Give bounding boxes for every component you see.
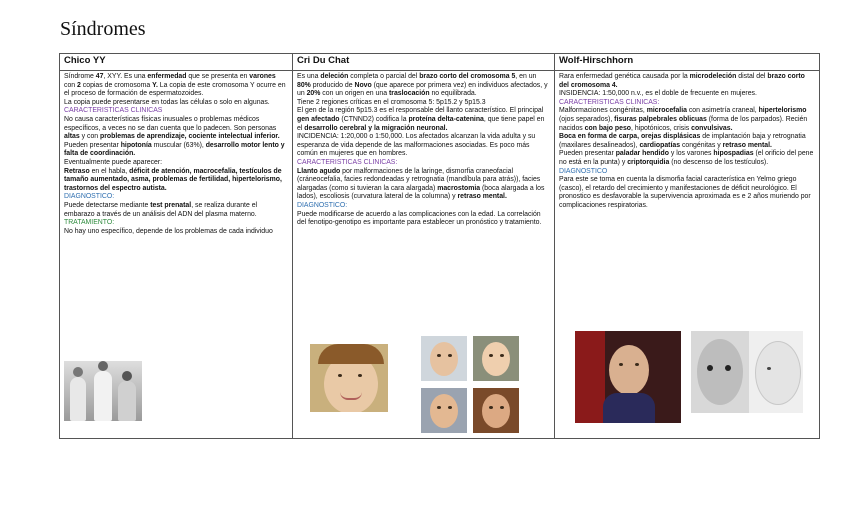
xyy-family-photo xyxy=(64,361,142,421)
paragraph: No hay uno específico, depende de los problemas de cada individuo xyxy=(64,227,273,235)
cell-chico-yy xyxy=(60,71,293,439)
paragraph: Síndrome 47, XYY. Es una enfermedad que se presenta en varones con 2 copias de cromosoma Y. La copia de este cromosoma Y ocurre en el proceso de formación de espermatozoides. xyxy=(64,73,286,98)
paragraph: Pueden presentar paladar hendido y los varones hipospadias (el orificio del pene no está en la punta) y criptorquidia (no descenso de los testículos). xyxy=(559,150,814,166)
paragraph: Para este se toma en cuenta la dismorfia facial característica en Yelmo griego (casco), el retardo del crecimiento y manifestaciones de déficit neurológico. El pronostico es desfavorable la supervivencia aproximada es e 2 años muriendo por complicaciones respiratorias. xyxy=(559,176,811,209)
paragraph: No causa características físicas inusuales o problemas médicos específicos, a veces no se dan cuenta que lo padecen. Son personas altas y con problemas de aprendizaje, cociente intelectual inferior. xyxy=(64,115,280,141)
paragraph: INSIDENCIA: 1:50,000 n.v., es el doble de frecuente en mujeres. xyxy=(559,90,757,98)
syndromes-table xyxy=(59,53,820,439)
paragraph: Tiene 2 regiones críticas en el cromosoma 5: 5p15.2 y 5p15.3 xyxy=(297,98,486,106)
header-wolf-hirschhorn: Wolf-Hirschhorn xyxy=(555,54,820,71)
section-heading: CARACTERISTICAS CLINICAS xyxy=(64,107,163,115)
paragraph: Puede modificarse de acuerdo a las complicaciones con la edad. La correlación del fenotipo-genotipo es importante para establecer un pronóstico y tratamiento. xyxy=(297,210,542,227)
paragraph: Retraso en el habla, déficit de atención, macrocefalia, testículos de tamaño aumentado, asma, problemas de fertilidad, hipertelorismo, trastornos del espectro autista. xyxy=(64,167,282,192)
section-heading: TRATAMIENTO: xyxy=(64,219,115,227)
cri-du-chat-child-photo xyxy=(310,344,388,412)
paragraph: Boca en forma de carpa, orejas displásicas de implantación baja y retrognatia (maxilares desalineados), cardiopatías congénitas y retraso mental. xyxy=(559,133,806,149)
cri-du-chat-photo-grid xyxy=(421,336,523,434)
paragraph: Rara enfermedad genética causada por la microdeleción distal del brazo corto del cromosoma 4. xyxy=(559,73,805,89)
paragraph: Puede detectarse mediante test prenatal, se realiza durante el embarazo a través de un análisis del ADN del plasma materno. xyxy=(64,201,258,218)
cell-wolf-hirschhorn xyxy=(555,71,820,439)
section-heading: DIAGNOSTICO: xyxy=(297,201,348,209)
paragraph: Malformaciones congénitas, microcefalia con asimetría craneal, hipertelorismo (ojos separados), fisuras palpebrales oblicuas (forma de los parpados). Recién nacidos con bajo peso, hipotónicos, crisis convulsivas. xyxy=(559,107,808,132)
page-title: Síndromes xyxy=(60,18,146,40)
header-chico-yy: Chico YY xyxy=(60,54,293,71)
paragraph: Eventualmente puede aparecer: xyxy=(64,158,163,166)
section-heading: CARACTERISTICAS CLINICAS: xyxy=(297,158,398,166)
wolf-hirschhorn-infants-photo xyxy=(691,331,803,413)
section-heading: DIAGNOSTICO xyxy=(559,167,608,175)
paragraph: La copia puede presentarse en todas las células o solo en algunas. xyxy=(64,98,270,106)
paragraph: Llanto agudo por malformaciones de la laringe, dismorfia craneofacial (cráneocefalia, facies redondeadas y retrognatia (mandíbula para atrás)), facies alargadas (como si tuvieran la cara alargada) macrostomia (boca alargada a los lados), escoliosis (curvatura lateral de la columna) y retraso mental. xyxy=(297,167,545,201)
wolf-hirschhorn-child-photo xyxy=(575,331,681,423)
paragraph: Es una deleción completa o parcial del brazo corto del cromosoma 5, en un 80% producido de Novo (que aparece por primera vez) en individuos afectados, y un 20% con un origen en una traslocación no equilibrada. xyxy=(297,73,548,98)
content-chico-yy xyxy=(64,73,288,236)
paragraph: El gen de la región 5p15.3 es el responsable del llanto característico. El principal gen afectado (CTNND2) codifica la proteína delta-catenina, que tiene papel en el desarrollo cerebral y la migración neuronal. xyxy=(297,107,545,132)
section-heading: DIAGNOSTICO: xyxy=(64,193,115,201)
paragraph: INCIDENCIA: 1:20,000 o 1:50,000. Los afectados alcanzan la vida adulta y su esperanza de vida depende de las malformaciones asociadas. Es poco más común en mujeres que en hombres. xyxy=(297,133,536,158)
table-header-row xyxy=(60,54,820,71)
paragraph: Pueden presentar hipotonía muscular (63%), desarrollo motor lento y falta de coordinación. xyxy=(64,141,285,158)
section-heading: CARACTERISTICAS CLINICAS: xyxy=(559,98,660,106)
cell-cri-du-chat xyxy=(293,71,555,439)
table-body-row xyxy=(60,71,820,439)
content-cri-du-chat xyxy=(297,73,550,228)
header-cri-du-chat: Cri Du Chat xyxy=(293,54,555,71)
content-wolf-hirschhorn xyxy=(559,73,815,211)
